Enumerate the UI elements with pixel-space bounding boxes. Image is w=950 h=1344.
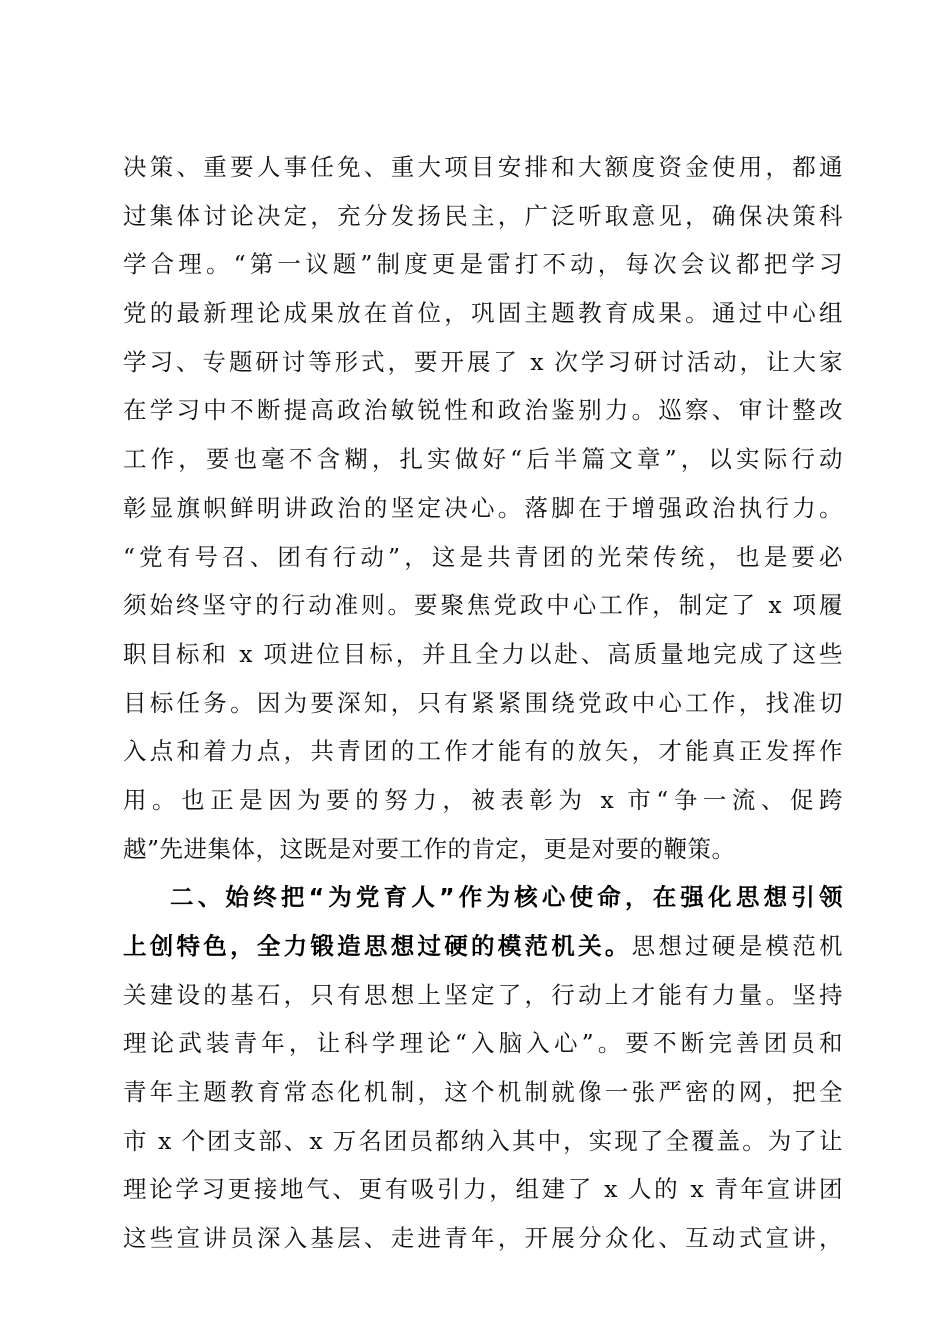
- paragraph-line: “党有号召、团有行动”，这是共青团的光荣传统，也是要必: [123, 542, 843, 571]
- paragraph-line: 青年主题教育常态化机制，这个机制就像一张严密的网，把全: [123, 1078, 843, 1107]
- paragraph-line: 越”先进集体，这既是对要工作的肯定，更是对要的鞭策。: [123, 834, 736, 863]
- paragraph-line: 过集体讨论决定，充分发扬民主，广泛听取意见，确保决策科: [123, 201, 843, 230]
- paragraph-line: 工作，要也毫不含糊，扎实做好“后半篇文章”，以实际行动: [123, 445, 843, 474]
- document-body: [123, 143, 843, 1263]
- paragraph-line: 理论武装青年，让科学理论“入脑入心”。要不断完善团员和: [123, 1029, 843, 1058]
- paragraph-line: 学合理。“第一议题”制度更是雷打不动，每次会议都把学习: [123, 250, 843, 279]
- section-body-text: 思想过硬是模范机: [631, 932, 844, 960]
- paragraph-line: 在学习中不断提高政治敏锐性和政治鉴别力。巡察、审计整改: [123, 396, 843, 425]
- paragraph-line: 职目标和 x 项进位目标，并且全力以赴、高质量地完成了这些: [123, 639, 843, 668]
- section-heading-line-2: [123, 922, 843, 971]
- paragraph-line: 理论学习更接地气、更有吸引力，组建了 x 人的 x 青年宣讲团: [123, 1175, 843, 1204]
- paragraph-line: 党的最新理论成果放在首位，巩固主题教育成果。通过中心组: [123, 299, 843, 328]
- paragraph-line: 学习、专题研讨等形式，要开展了 x 次学习研讨活动，让大家: [123, 347, 843, 376]
- paragraph-line: 彰显旗帜鲜明讲政治的坚定决心。落脚在于增强政治执行力。: [123, 493, 843, 522]
- section-heading-text: 上创特色，全力锻造思想过硬的模范机关。: [123, 932, 632, 960]
- paragraph-line: 入点和着力点，共青团的工作才能有的放矢，才能真正发挥作: [123, 737, 843, 766]
- paragraph-line: 这些宣讲员深入基层、走进青年，开展分众化、互动式宣讲，: [123, 1224, 843, 1253]
- section-heading-line-1: 二、始终把“为党育人”作为核心使命，在强化思想引领: [170, 883, 843, 912]
- paragraph-line: 目标任务。因为要深知，只有紧紧围绕党政中心工作，找准切: [123, 688, 843, 717]
- paragraph-line: 用。也正是因为要的努力，被表彰为 x 市“争一流、促跨: [123, 785, 843, 814]
- paragraph-line: 须始终坚守的行动准则。要聚焦党政中心工作，制定了 x 项履: [123, 591, 843, 620]
- paragraph-line: 决策、重要人事任免、重大项目安排和大额度资金使用，都通: [123, 153, 843, 181]
- paragraph-line: 关建设的基石，只有思想上坚定了，行动上才能有力量。坚持: [123, 980, 843, 1009]
- paragraph-line: 市 x 个团支部、x 万名团员都纳入其中，实现了全覆盖。为了让: [123, 1126, 843, 1155]
